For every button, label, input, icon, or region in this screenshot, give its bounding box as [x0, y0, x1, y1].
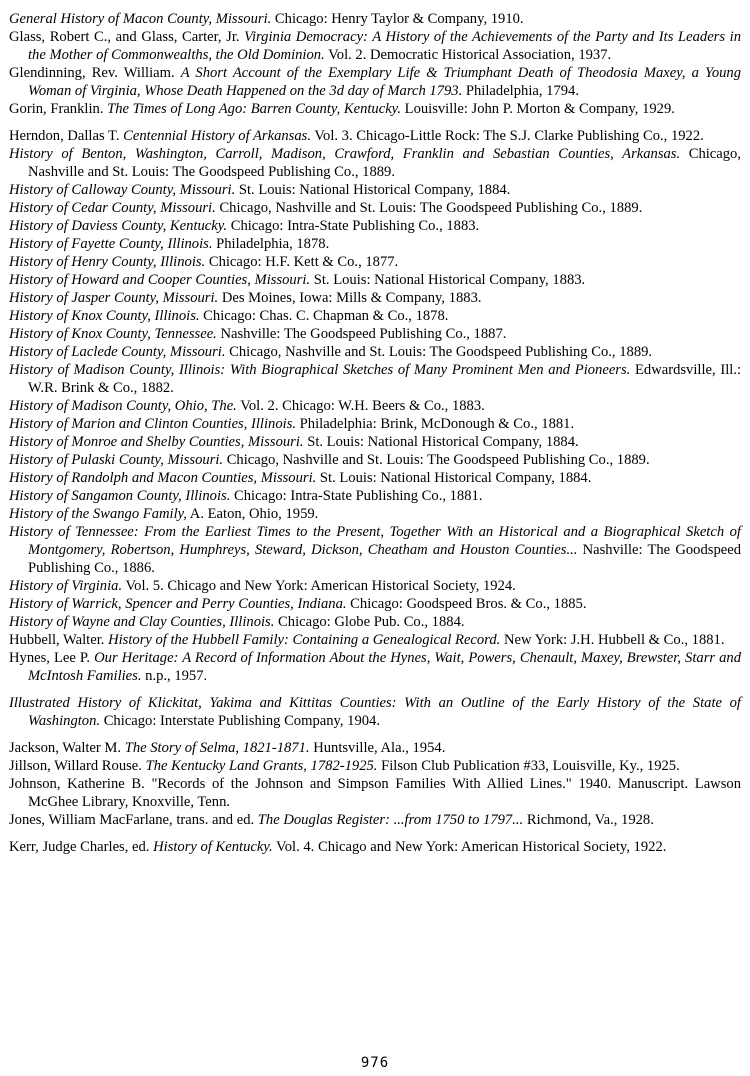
- entry-publication: Vol. 2. Chicago: W.H. Beers & Co., 1883.: [236, 398, 485, 414]
- entry-publication: A. Eaton, Ohio, 1959.: [186, 506, 319, 522]
- bibliography-entry: [9, 271, 741, 289]
- bibliography-list: [9, 10, 741, 856]
- entry-publication: Chicago: H.F. Kett & Co., 1877.: [205, 254, 399, 270]
- bibliography-entry: [9, 595, 741, 613]
- entry-publication: Edwardsville, Ill.: W.R. Brink & Co., 1882.: [28, 362, 742, 396]
- entry-publication: Chicago, Nashville and St. Louis: The Goodspeed Publishing Co., 1889.: [28, 146, 741, 180]
- entry-publication: Philadelphia, 1794.: [462, 83, 579, 99]
- entry-publication: Filson Club Publication #33, Louisville, Ky., 1925.: [377, 758, 680, 774]
- entry-publication: Chicago: Intra-State Publishing Co., 1883.: [227, 218, 480, 234]
- entry-publication: Vol. 2. Democratic Historical Association, 1937.: [324, 47, 612, 63]
- bibliography-entry: [9, 307, 741, 325]
- entry-title: History of Kentucky.: [153, 839, 273, 855]
- entry-publication: Chicago: Chas. C. Chapman & Co., 1878.: [199, 308, 449, 324]
- entry-publication: Chicago: Henry Taylor & Company, 1910.: [271, 11, 524, 27]
- entry-author: Jones, William MacFarlane, trans. and ed.: [9, 812, 258, 828]
- bibliography-entry: [9, 289, 741, 307]
- bibliography-entry: [9, 838, 741, 856]
- entry-title: Virginia Democracy: A History of the Achievements of the Party and Its Leaders in the Mother of Commonwealths, the Old Dominion.: [28, 29, 741, 63]
- entry-title: History of Virginia.: [9, 578, 123, 594]
- entry-publication: Chicago, Nashville and St. Louis: The Goodspeed Publishing Co., 1889.: [223, 452, 650, 468]
- bibliography-entry: [9, 415, 741, 433]
- entry-author: Johnson, Katherine B. "Records of the Johnson and Simpson Families With Allied Lines." 1940. Manuscript. Lawson McGhee Library, Knoxville, Tenn.: [9, 776, 741, 810]
- entry-title: Centennial History of Arkansas.: [123, 128, 311, 144]
- entry-publication: Chicago: Goodspeed Bros. & Co., 1885.: [346, 596, 587, 612]
- entry-title: History of Marion and Clinton Counties, Illinois.: [9, 416, 297, 432]
- entry-author: Herndon, Dallas T.: [9, 128, 124, 144]
- entry-title: History of Pulaski County, Missouri.: [9, 452, 224, 468]
- bibliography-entry: [9, 100, 741, 118]
- entry-publication: n.p., 1957.: [141, 668, 208, 684]
- entry-title: General History of Macon County, Missouri.: [9, 11, 272, 27]
- entry-publication: Chicago, Nashville and St. Louis: The Goodspeed Publishing Co., 1889.: [225, 344, 653, 360]
- entry-publication: Des Moines, Iowa: Mills & Company, 1883.: [218, 290, 482, 306]
- entry-author: Gorin, Franklin.: [9, 101, 108, 117]
- entry-publication: St. Louis: National Historical Company, 1883.: [310, 272, 586, 288]
- bibliography-entry: [9, 694, 741, 730]
- entry-publication: Louisville: John P. Morton & Company, 1929.: [401, 101, 675, 117]
- bibliography-entry: [9, 505, 741, 523]
- entry-publication: Nashville: The Goodspeed Publishing Co., 1886.: [28, 542, 741, 576]
- entry-publication: New York: J.H. Hubbell & Co., 1881.: [500, 632, 725, 648]
- entry-publication: Huntsville, Ala., 1954.: [309, 740, 446, 756]
- entry-title: A Short Account of the Exemplary Life & Triumphant Death of Theodosia Maxey, a Young Woman of Virginia, Whose Death Happened on the 3d day of March 1793.: [28, 65, 742, 99]
- entry-title: History of Randolph and Macon Counties, Missouri.: [9, 470, 317, 486]
- bibliography-entry: [9, 451, 741, 469]
- entry-author: Hubbell, Walter.: [9, 632, 109, 648]
- entry-title: History of Jasper County, Missouri.: [9, 290, 219, 306]
- entry-author: Glendinning, Rev. William.: [9, 65, 181, 81]
- bibliography-entry: [9, 343, 741, 361]
- entry-publication: Chicago, Nashville and St. Louis: The Goodspeed Publishing Co., 1889.: [215, 200, 643, 216]
- entry-title: History of Madison County, Ohio, The.: [9, 398, 237, 414]
- bibliography-entry: [9, 649, 741, 685]
- bibliography-entry: [9, 433, 741, 451]
- entry-title: History of Madison County, Illinois: With Biographical Sketches of Many Prominent Men and Pioneers.: [9, 362, 631, 378]
- entry-title: History of Tennessee: From the Earliest Times to the Present, Together With an Historical and a Biographical Sketch of Montgomery, Robertson, Humphreys, Steward, Dickson, Cheatham and Houston Counties...: [9, 524, 741, 558]
- entry-title: Illustrated History of Klickitat, Yakima and Kittitas Counties: With an Outline of the Early History of the State of Washington.: [9, 695, 741, 729]
- bibliography-entry: [9, 739, 741, 757]
- entry-author: Jillson, Willard Rouse.: [9, 758, 146, 774]
- bibliography-entry: [9, 523, 741, 577]
- bibliography-entry: [9, 775, 741, 811]
- bibliography-entry: [9, 613, 741, 631]
- entry-publication: Nashville: The Goodspeed Publishing Co., 1887.: [216, 326, 507, 342]
- entry-title: The Douglas Register: ...from 1750 to 1797...: [257, 812, 524, 828]
- entry-title: The Story of Selma, 1821-1871.: [124, 740, 310, 756]
- entry-title: The Kentucky Land Grants, 1782-1925.: [145, 758, 378, 774]
- entry-title: History of Daviess County, Kentucky.: [9, 218, 228, 234]
- entry-title: History of Sangamon County, Illinois.: [9, 488, 231, 504]
- bibliography-entry: [9, 811, 741, 829]
- entry-title: History of Monroe and Shelby Counties, Missouri.: [9, 434, 304, 450]
- bibliography-entry: [9, 199, 741, 217]
- bibliography-entry: [9, 577, 741, 595]
- entry-publication: Vol. 5. Chicago and New York: American Historical Society, 1924.: [122, 578, 516, 594]
- bibliography-entry: [9, 397, 741, 415]
- entry-publication: Chicago: Globe Pub. Co., 1884.: [274, 614, 465, 630]
- entry-publication: Vol. 3. Chicago-Little Rock: The S.J. Clarke Publishing Co., 1922.: [310, 128, 704, 144]
- entry-author: Glass, Robert C., and Glass, Carter, Jr.: [9, 29, 245, 45]
- entry-publication: Chicago: Interstate Publishing Company, 1904.: [100, 713, 380, 729]
- entry-title: History of Howard and Cooper Counties, Missouri.: [9, 272, 311, 288]
- page-number: 976: [360, 1055, 390, 1071]
- bibliography-entry: [9, 757, 741, 775]
- entry-title: History of the Hubbell Family: Containing a Genealogical Record.: [108, 632, 501, 648]
- entry-title: The Times of Long Ago: Barren County, Kentucky.: [107, 101, 401, 117]
- bibliography-entry: [9, 325, 741, 343]
- entry-publication: St. Louis: National Historical Company, 1884.: [303, 434, 579, 450]
- entry-title: History of Henry County, Illinois.: [9, 254, 206, 270]
- entry-publication: Philadelphia, 1878.: [212, 236, 330, 252]
- bibliography-entry: [9, 64, 741, 100]
- bibliography-entry: [9, 469, 741, 487]
- bibliography-entry: [9, 487, 741, 505]
- entry-title: History of Wayne and Clay Counties, Illinois.: [9, 614, 275, 630]
- entry-publication: St. Louis: National Historical Company, 1884.: [235, 182, 511, 198]
- entry-title: History of Knox County, Illinois.: [9, 308, 200, 324]
- entry-title: History of Calloway County, Missouri.: [9, 182, 236, 198]
- entry-title: Our Heritage: A Record of Information About the Hynes, Wait, Powers, Chenault, Maxey, Brewster, Starr and McIntosh Families.: [28, 650, 741, 684]
- entry-publication: Richmond, Va., 1928.: [523, 812, 654, 828]
- entry-title: History of Benton, Washington, Carroll, Madison, Crawford, Franklin and Sebastian Counties, Arkansas.: [9, 146, 681, 162]
- entry-title: History of Warrick, Spencer and Perry Counties, Indiana.: [9, 596, 347, 612]
- bibliography-entry: [9, 145, 741, 181]
- entry-publication: St. Louis: National Historical Company, 1884.: [316, 470, 592, 486]
- bibliography-entry: [9, 217, 741, 235]
- entry-author: Kerr, Judge Charles, ed.: [9, 839, 154, 855]
- bibliography-entry: [9, 28, 741, 64]
- bibliography-entry: [9, 181, 741, 199]
- bibliography-entry: [9, 361, 741, 397]
- entry-title: History of Knox County, Tennessee.: [9, 326, 217, 342]
- entry-author: Hynes, Lee P.: [9, 650, 95, 666]
- entry-title: History of Cedar County, Missouri.: [9, 200, 216, 216]
- entry-publication: Philadelphia: Brink, McDonough & Co., 1881.: [296, 416, 575, 432]
- entry-author: Jackson, Walter M.: [9, 740, 125, 756]
- entry-publication: Chicago: Intra-State Publishing Co., 1881.: [230, 488, 483, 504]
- bibliography-entry: [9, 253, 741, 271]
- entry-publication: Vol. 4. Chicago and New York: American Historical Society, 1922.: [272, 839, 667, 855]
- bibliography-entry: [9, 631, 741, 649]
- entry-title: History of Laclede County, Missouri.: [9, 344, 226, 360]
- entry-title: History of the Swango Family,: [9, 506, 187, 522]
- bibliography-entry: [9, 10, 741, 28]
- bibliography-entry: [9, 127, 741, 145]
- entry-title: History of Fayette County, Illinois.: [9, 236, 213, 252]
- bibliography-entry: [9, 235, 741, 253]
